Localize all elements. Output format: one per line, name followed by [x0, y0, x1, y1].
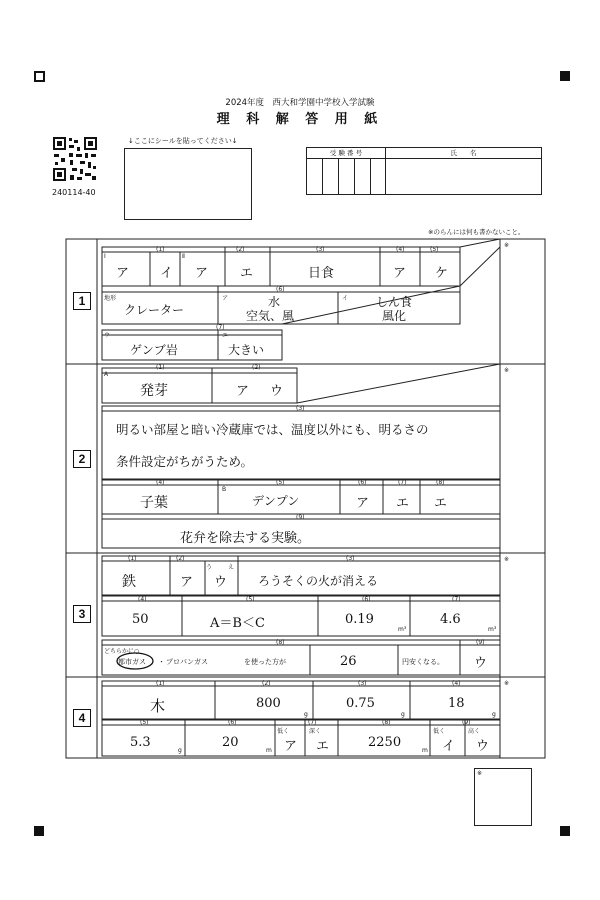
answer-4-3[interactable]: 0.75 — [346, 696, 375, 711]
answer-2-2-a[interactable]: ア — [236, 384, 250, 399]
answer-3-8[interactable]: 26 — [340, 654, 357, 669]
unit-m: m — [422, 747, 428, 754]
label-4-7: (7) — [308, 719, 317, 726]
unit-m: m — [266, 747, 272, 754]
label-1-d: エ — [222, 332, 229, 339]
label-2-6: (6) — [358, 479, 367, 486]
answer-2-7[interactable]: エ — [396, 496, 410, 511]
label-3-6: (6) — [362, 596, 371, 603]
answer-4-7-a[interactable]: ア — [284, 739, 298, 754]
answer-4-9-a[interactable]: イ — [442, 739, 456, 754]
unit-m3: m³ — [488, 626, 497, 633]
label-2-3: (3) — [296, 405, 305, 412]
unit-g: g — [304, 711, 308, 718]
answer-1-2[interactable]: エ — [240, 266, 254, 281]
label-1-c: ウ — [104, 332, 111, 339]
answer-2-1-a[interactable]: 発芽 — [140, 383, 168, 399]
label-1-b: イ — [342, 295, 349, 302]
name-label: 氏 名 — [386, 148, 541, 159]
label-1-1: (1) — [156, 246, 165, 253]
answer-1-3[interactable]: 日食 — [308, 266, 335, 281]
score-mark: ※ — [477, 770, 483, 777]
label-4-1: (1) — [156, 680, 165, 687]
answer-2-5-b[interactable]: デンプン — [252, 494, 300, 508]
answer-3-9[interactable]: ウ — [474, 656, 488, 671]
label-3-e: え — [228, 564, 235, 571]
label-2-5: (5) — [276, 479, 285, 486]
label-3-3: (3) — [346, 555, 355, 562]
answer-3-6[interactable]: 0.19 — [345, 612, 374, 627]
answer-3-3[interactable]: ろうそくの火が消える — [258, 574, 379, 588]
score-mark: ※ — [504, 680, 510, 687]
answer-1-6-a-line1[interactable]: 水 — [268, 295, 281, 309]
unit-g: g — [492, 711, 496, 718]
label-4-9: (9) — [462, 719, 471, 726]
answer-1-4[interactable]: ア — [393, 266, 407, 281]
label-4-low: 低く — [277, 728, 290, 735]
answer-3-2[interactable]: ア — [180, 575, 194, 590]
sheet-title: 理 科 解 答 用 紙 — [216, 112, 384, 127]
choose-note: どちらかに○ — [104, 648, 140, 655]
option-separator: ・ — [158, 658, 165, 666]
label-3-u: う — [206, 564, 213, 571]
answer-2-2-b[interactable]: ウ — [270, 384, 284, 399]
label-1-ii: Ⅱ — [182, 253, 185, 260]
label-1-i: Ⅰ — [104, 253, 106, 260]
answer-1-1-i[interactable]: ア — [116, 266, 130, 281]
label-3-9: (9) — [476, 639, 485, 646]
cheaper-text: 円安くなる。 — [402, 658, 444, 666]
used-text: を使った方が — [244, 658, 286, 666]
label-4-2: (2) — [262, 680, 271, 687]
option-propane[interactable]: プロパンガス — [166, 658, 208, 666]
score-mark: ※ — [504, 556, 510, 563]
label-1-7: (7) — [216, 324, 225, 331]
seal-instruction: ↓ここにシールを貼ってください↓ — [128, 137, 238, 145]
question-number-2: 2 — [73, 450, 91, 468]
label-3-5: (5) — [246, 596, 255, 603]
note-text: ※のらんには何も書かないこと。 — [428, 228, 525, 236]
score-mark: ※ — [504, 367, 510, 374]
answer-4-9-b[interactable]: ウ — [476, 739, 490, 754]
label-4-5: (5) — [140, 719, 149, 726]
label-3-7: (7) — [452, 596, 461, 603]
answer-1-1-i2[interactable]: イ — [160, 266, 174, 281]
question-number-4: 4 — [73, 709, 91, 727]
qr-code-label: 240114-40 — [52, 188, 96, 197]
label-4-3: (3) — [358, 680, 367, 687]
exam-title: 2024年度 西大和学園中学校入学試験 — [225, 98, 375, 108]
label-4-8: (8) — [382, 719, 391, 726]
score-mark: ※ — [504, 242, 510, 249]
answer-1-6-b-line1[interactable]: しん食 — [376, 295, 413, 309]
answer-1-6-c[interactable]: ゲンブ岩 — [130, 343, 178, 357]
answer-2-3-line1[interactable]: 明るい部屋と暗い冷蔵庫では、温度以外にも、明るさの — [116, 422, 429, 437]
answer-4-4[interactable]: 18 — [448, 696, 465, 711]
label-1-3: (3) — [316, 246, 325, 253]
label-4-4: (4) — [452, 680, 461, 687]
label-1-4: (4) — [396, 246, 405, 253]
answer-4-2[interactable]: 800 — [256, 696, 281, 711]
answer-4-8[interactable]: 2250 — [368, 735, 402, 750]
label-2-2: (2) — [252, 364, 261, 371]
answer-2-8[interactable]: エ — [434, 496, 448, 511]
unit-m3: m³ — [398, 626, 407, 633]
label-3-1: (1) — [128, 555, 137, 562]
answer-3-7[interactable]: 4.6 — [440, 612, 461, 627]
label-1-a: ア — [222, 295, 229, 302]
question-number-1: 1 — [73, 292, 91, 310]
label-3-2: (2) — [176, 555, 185, 562]
answer-4-5[interactable]: 5.3 — [130, 735, 151, 750]
answer-2-6[interactable]: ア — [356, 496, 370, 511]
label-1-2: (2) — [236, 246, 245, 253]
total-score-box — [474, 768, 532, 826]
label-2-1: (1) — [156, 364, 165, 371]
unit-g: g — [401, 711, 405, 718]
label-3-4: (4) — [138, 596, 147, 603]
label-1-6: (6) — [276, 286, 285, 293]
label-4-high: 高く — [468, 728, 481, 735]
answer-1-chikei[interactable]: クレーター — [124, 303, 185, 317]
answer-1-5[interactable]: ケ — [435, 266, 449, 281]
label-4-6: (6) — [228, 719, 237, 726]
answer-3-4[interactable]: 50 — [132, 612, 149, 627]
answer-4-7-b[interactable]: エ — [316, 739, 330, 754]
answer-3-2-u[interactable]: ウ — [214, 575, 228, 590]
exam-number-label: 受 験 番 号 — [307, 148, 386, 159]
label-2-a: A — [104, 371, 109, 378]
answer-2-9[interactable]: 花弁を除去する実験。 — [180, 531, 311, 546]
answer-1-1-ii[interactable]: ア — [195, 266, 209, 281]
label-2-4: (4) — [156, 479, 165, 486]
option-city-gas[interactable]: 都市ガス — [118, 658, 146, 666]
question-number-3: 3 — [73, 605, 91, 623]
label-2-b: B — [222, 486, 227, 493]
label-2-9: (9) — [296, 514, 305, 521]
answer-4-6[interactable]: 20 — [222, 735, 239, 750]
label-4-low2: 低く — [433, 728, 446, 735]
answer-3-5[interactable]: A＝B＜C — [210, 616, 265, 631]
label-1-4b: (5) — [430, 246, 439, 253]
label-2-8: (8) — [436, 479, 445, 486]
label-4-deep: 深く — [309, 728, 322, 735]
answer-1-7-d[interactable]: 大きい — [228, 343, 265, 357]
label-2-7: (7) — [398, 479, 407, 486]
answer-1-6-a-line2[interactable]: 空気、風 — [246, 309, 295, 323]
answer-4-1[interactable]: 木 — [150, 697, 166, 715]
unit-g: g — [178, 747, 182, 754]
answer-3-1[interactable]: 鉄 — [122, 574, 136, 590]
answer-2-3-line2[interactable]: 条件設定がちがうため。 — [116, 454, 254, 469]
answer-1-6-b-line2[interactable]: 風化 — [382, 309, 407, 323]
label-1-chikei: 地形 — [104, 295, 117, 302]
label-3-8: (8) — [276, 639, 285, 646]
answer-2-4-a[interactable]: 子葉 — [140, 495, 168, 511]
